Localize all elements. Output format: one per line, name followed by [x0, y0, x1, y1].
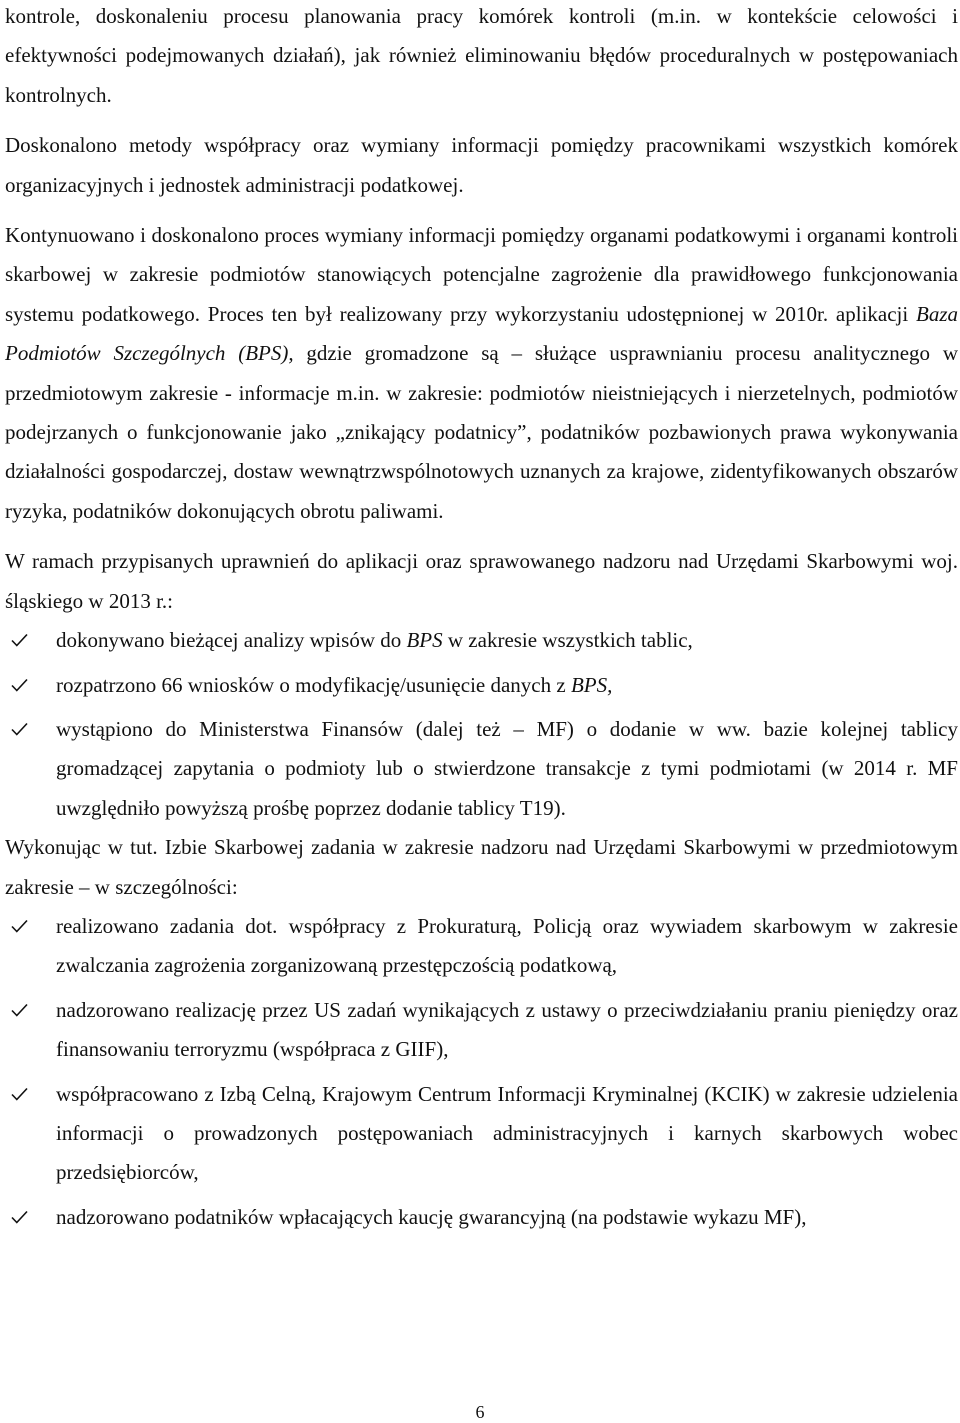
list-item-text-italic: BPS [406, 628, 443, 653]
checkmark-icon [11, 678, 28, 692]
list-item [5, 666, 958, 705]
checkmark-icon [11, 1087, 28, 1101]
list-item [5, 621, 958, 660]
list-item-text: realizowano zadania dot. współpracy z Prokuraturą, Policją oraz wywiadem skarbowym w zakresie zwalczania zagrożenia zorganizowaną przestępczością podatkową, [56, 913, 958, 978]
bps-application-name: Baza Podmiotów Szczególnych (BPS), [5, 301, 958, 366]
list-item [5, 907, 958, 986]
list-item-text-part2: w zakresie wszystkich tablic, [442, 628, 693, 653]
list-item-text: nadzorowano realizację przez US zadań wynikających z ustawy o przeciwdziałaniu praniu pieniędzy oraz finansowaniu terroryzmu (współpraca z GIIF), [56, 997, 958, 1062]
checkmark-icon [11, 633, 28, 647]
checkmark-icon [11, 1210, 28, 1224]
checkmark-icon [11, 919, 28, 933]
page-number: 6 [475, 1402, 485, 1422]
list-item-text: nadzorowano podatników wpłacających kaucję gwarancyjną (na podstawie wykazu MF), [56, 1204, 807, 1229]
list-item-text-part1: dokonywano bieżącej analizy wpisów do [56, 628, 407, 653]
list-item-text: współpracowano z Izbą Celną, Krajowym Centrum Informacji Kryminalnej (KCIK) w zakresie udzielenia informacji o prowadzonych postępowaniach administracyjnych i karnych skarbowych wobec przedsiębiorców, [56, 1081, 958, 1185]
paragraph-control-improvement: kontrole, doskonaleniu procesu planowania pracy komórek kontroli (m.in. w kontekście celowości i efektywności podejmowanych działań), jak również eliminowaniu błędów proceduralnych w postępowaniach kontrolnych. [5, 4, 958, 107]
checklist-supervision-tasks [5, 907, 958, 1237]
paragraph-information-exchange-part2: gdzie gromadzone są – służące usprawnianiu procesu analitycznego w przedmiotowym zakresie - informacje m.in. w zakresie: podmiotów nieistniejących i nierzetelnych, podmiotów podejrzanych o funkcjonowanie jako „znikający podatnicy”, podatników pozbawionych prawa wykonywania działalności gospodarczej, dostaw wewnątrzwspólnotowych uznanych za krajowe, zidentyfikowanych obszarów ryzyka, podatników dokonujących obrotu paliwami. [5, 341, 958, 523]
list-item [5, 991, 958, 1070]
list-item [5, 1198, 958, 1237]
paragraph-cooperation-methods: Doskonalono metody współpracy oraz wymiany informacji pomiędzy pracownikami wszystkich komórek organizacyjnych i jednostek administracji podatkowej. [5, 133, 958, 197]
checkmark-icon [11, 722, 28, 736]
list-item [5, 1075, 958, 1193]
checklist-bps-actions [5, 621, 958, 828]
checkmark-icon [11, 1003, 28, 1017]
paragraph-supervision-tasks: Wykonując w tut. Izbie Skarbowej zadania w zakresie nadzoru nad Urzędami Skarbowymi w przedmiotowym zakresie – w szczególności: [5, 835, 958, 899]
document-body [5, 0, 958, 1237]
list-item-text-italic: BPS, [570, 672, 613, 697]
list-item-text: wystąpiono do Ministerstwa Finansów (dalej też – MF) o dodanie w ww. bazie kolejnej tablicy gromadzącej zapytania o podmioty lub o stwierdzone transakcje z tymi podmiotami (w 2014 r. MF uwzględniło powyższą prośbę poprzez dodanie tablicy T19). [56, 716, 958, 820]
paragraph-supervision-intro: W ramach przypisanych uprawnień do aplikacji oraz sprawowanego nadzoru nad Urzędami Skarbowymi woj. śląskiego w 2013 r.: [5, 549, 958, 613]
paragraph-information-exchange [5, 216, 958, 531]
list-item-text-part1: rozpatrzono 66 wniosków o modyfikację/usunięcie danych z [56, 672, 571, 697]
list-item [5, 710, 958, 828]
paragraph-information-exchange-part1: Kontynuowano i doskonalono proces wymiany informacji pomiędzy organami podatkowymi i organami kontroli skarbowej w zakresie podmiotów stanowiących potencjalne zagrożenie dla prawidłowego funkcjonowania systemu podatkowego. Proces ten był realizowany przy wykorzystaniu udostępnionej w 2010r. aplikacji [5, 223, 958, 326]
